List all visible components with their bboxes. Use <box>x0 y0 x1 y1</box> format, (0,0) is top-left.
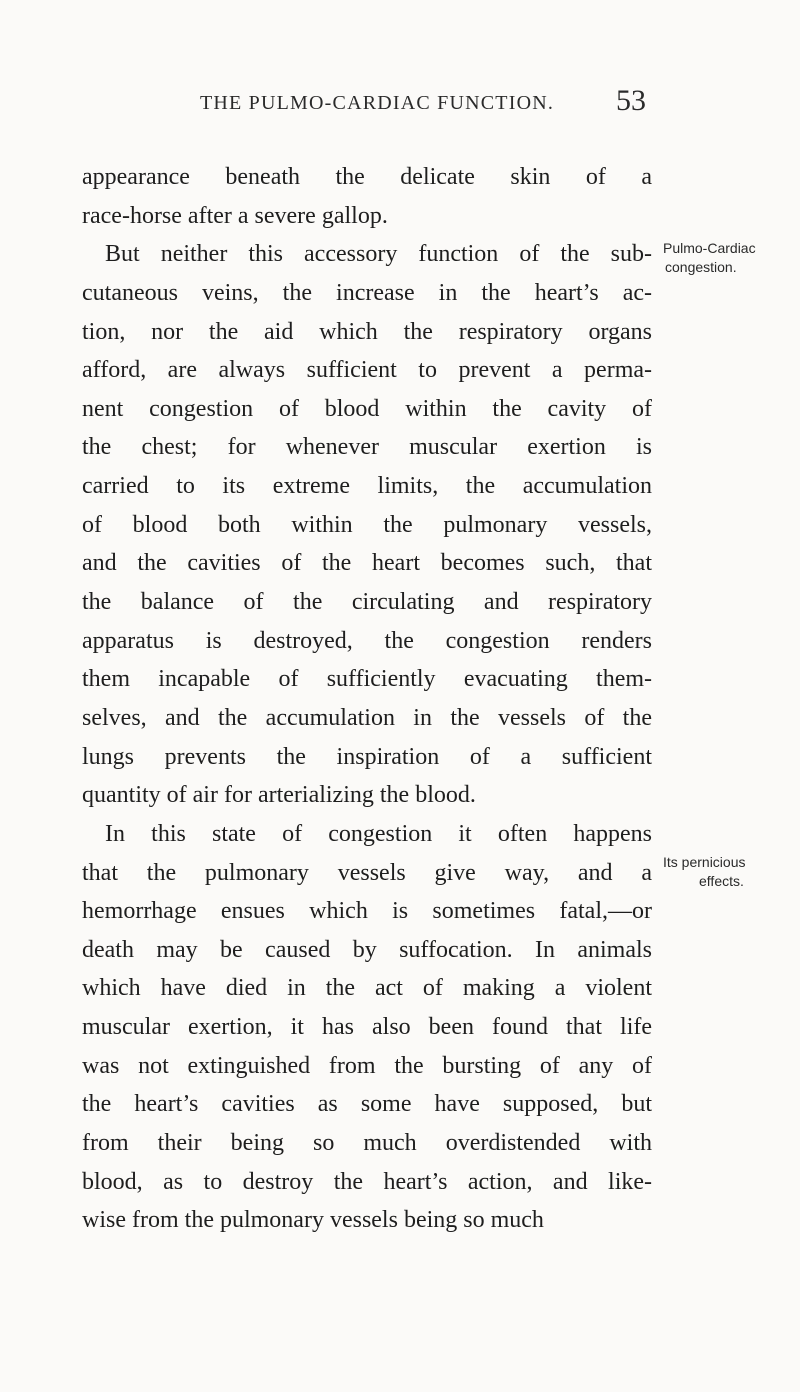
text-line: and the cavities of the heart becomes such, that <box>82 550 652 577</box>
text-line: which have died in the act of making a violent <box>82 975 652 1002</box>
page-number: 53 <box>616 84 646 117</box>
text-line: lungs prevents the inspiration of a sufficient <box>82 743 652 770</box>
text-line: cutaneous veins, the increase in the heart’s ac- <box>82 279 652 306</box>
text-line: blood, as to destroy the heart’s action, and like- <box>82 1168 652 1195</box>
text-line: muscular exertion, it has also been found that life <box>82 1014 652 1041</box>
sidenote-pulmo-cardiac <box>663 239 756 277</box>
text-line: But neither this accessory function of the sub- <box>105 241 652 268</box>
text-line: death may be caused by suffocation. In animals <box>82 936 652 963</box>
text-line: selves, and the accumulation in the vessels of the <box>82 704 652 731</box>
text-line: tion, nor the aid which the respiratory organs <box>82 318 652 345</box>
text-line: wise from the pulmonary vessels being so much <box>82 1207 544 1234</box>
text-line: that the pulmonary vessels give way, and a <box>82 859 652 886</box>
body-text <box>82 158 652 1240</box>
text-line: was not extinguished from the bursting of any of <box>82 1052 652 1079</box>
text-line: the heart’s cavities as some have supposed, but <box>82 1091 652 1118</box>
text-line: of blood both within the pulmonary vessels, <box>82 511 652 538</box>
text-line: appearance beneath the delicate skin of a <box>82 164 652 190</box>
sidenote-line: congestion. <box>665 259 737 275</box>
text-line: the balance of the circulating and respiratory <box>82 589 652 616</box>
sidenote-pernicious-effects <box>663 853 745 891</box>
text-line: carried to its extreme limits, the accumulation <box>82 473 652 500</box>
text-line: afford, are always sufficient to prevent a perma- <box>82 357 652 384</box>
sidenote-line: Pulmo-Cardiac <box>663 240 756 256</box>
text-line: them incapable of sufficiently evacuating them- <box>82 666 652 693</box>
text-line: the chest; for whenever muscular exertion is <box>82 434 652 461</box>
text-line: race-horse after a severe gallop. <box>82 202 388 229</box>
sidenote-line: Its pernicious <box>663 854 746 870</box>
sidenote-line: effects. <box>699 873 744 889</box>
text-line: apparatus is destroyed, the congestion renders <box>82 627 652 654</box>
text-line: quantity of air for arterializing the blood. <box>82 782 476 809</box>
running-title: THE PULMO-CARDIAC FUNCTION. <box>200 92 555 114</box>
text-line: nent congestion of blood within the cavity of <box>82 395 652 422</box>
text-line: from their being so much overdistended with <box>82 1130 652 1157</box>
text-line: hemorrhage ensues which is sometimes fatal,—or <box>82 898 652 925</box>
text-line: In this state of congestion it often happens <box>105 820 652 847</box>
